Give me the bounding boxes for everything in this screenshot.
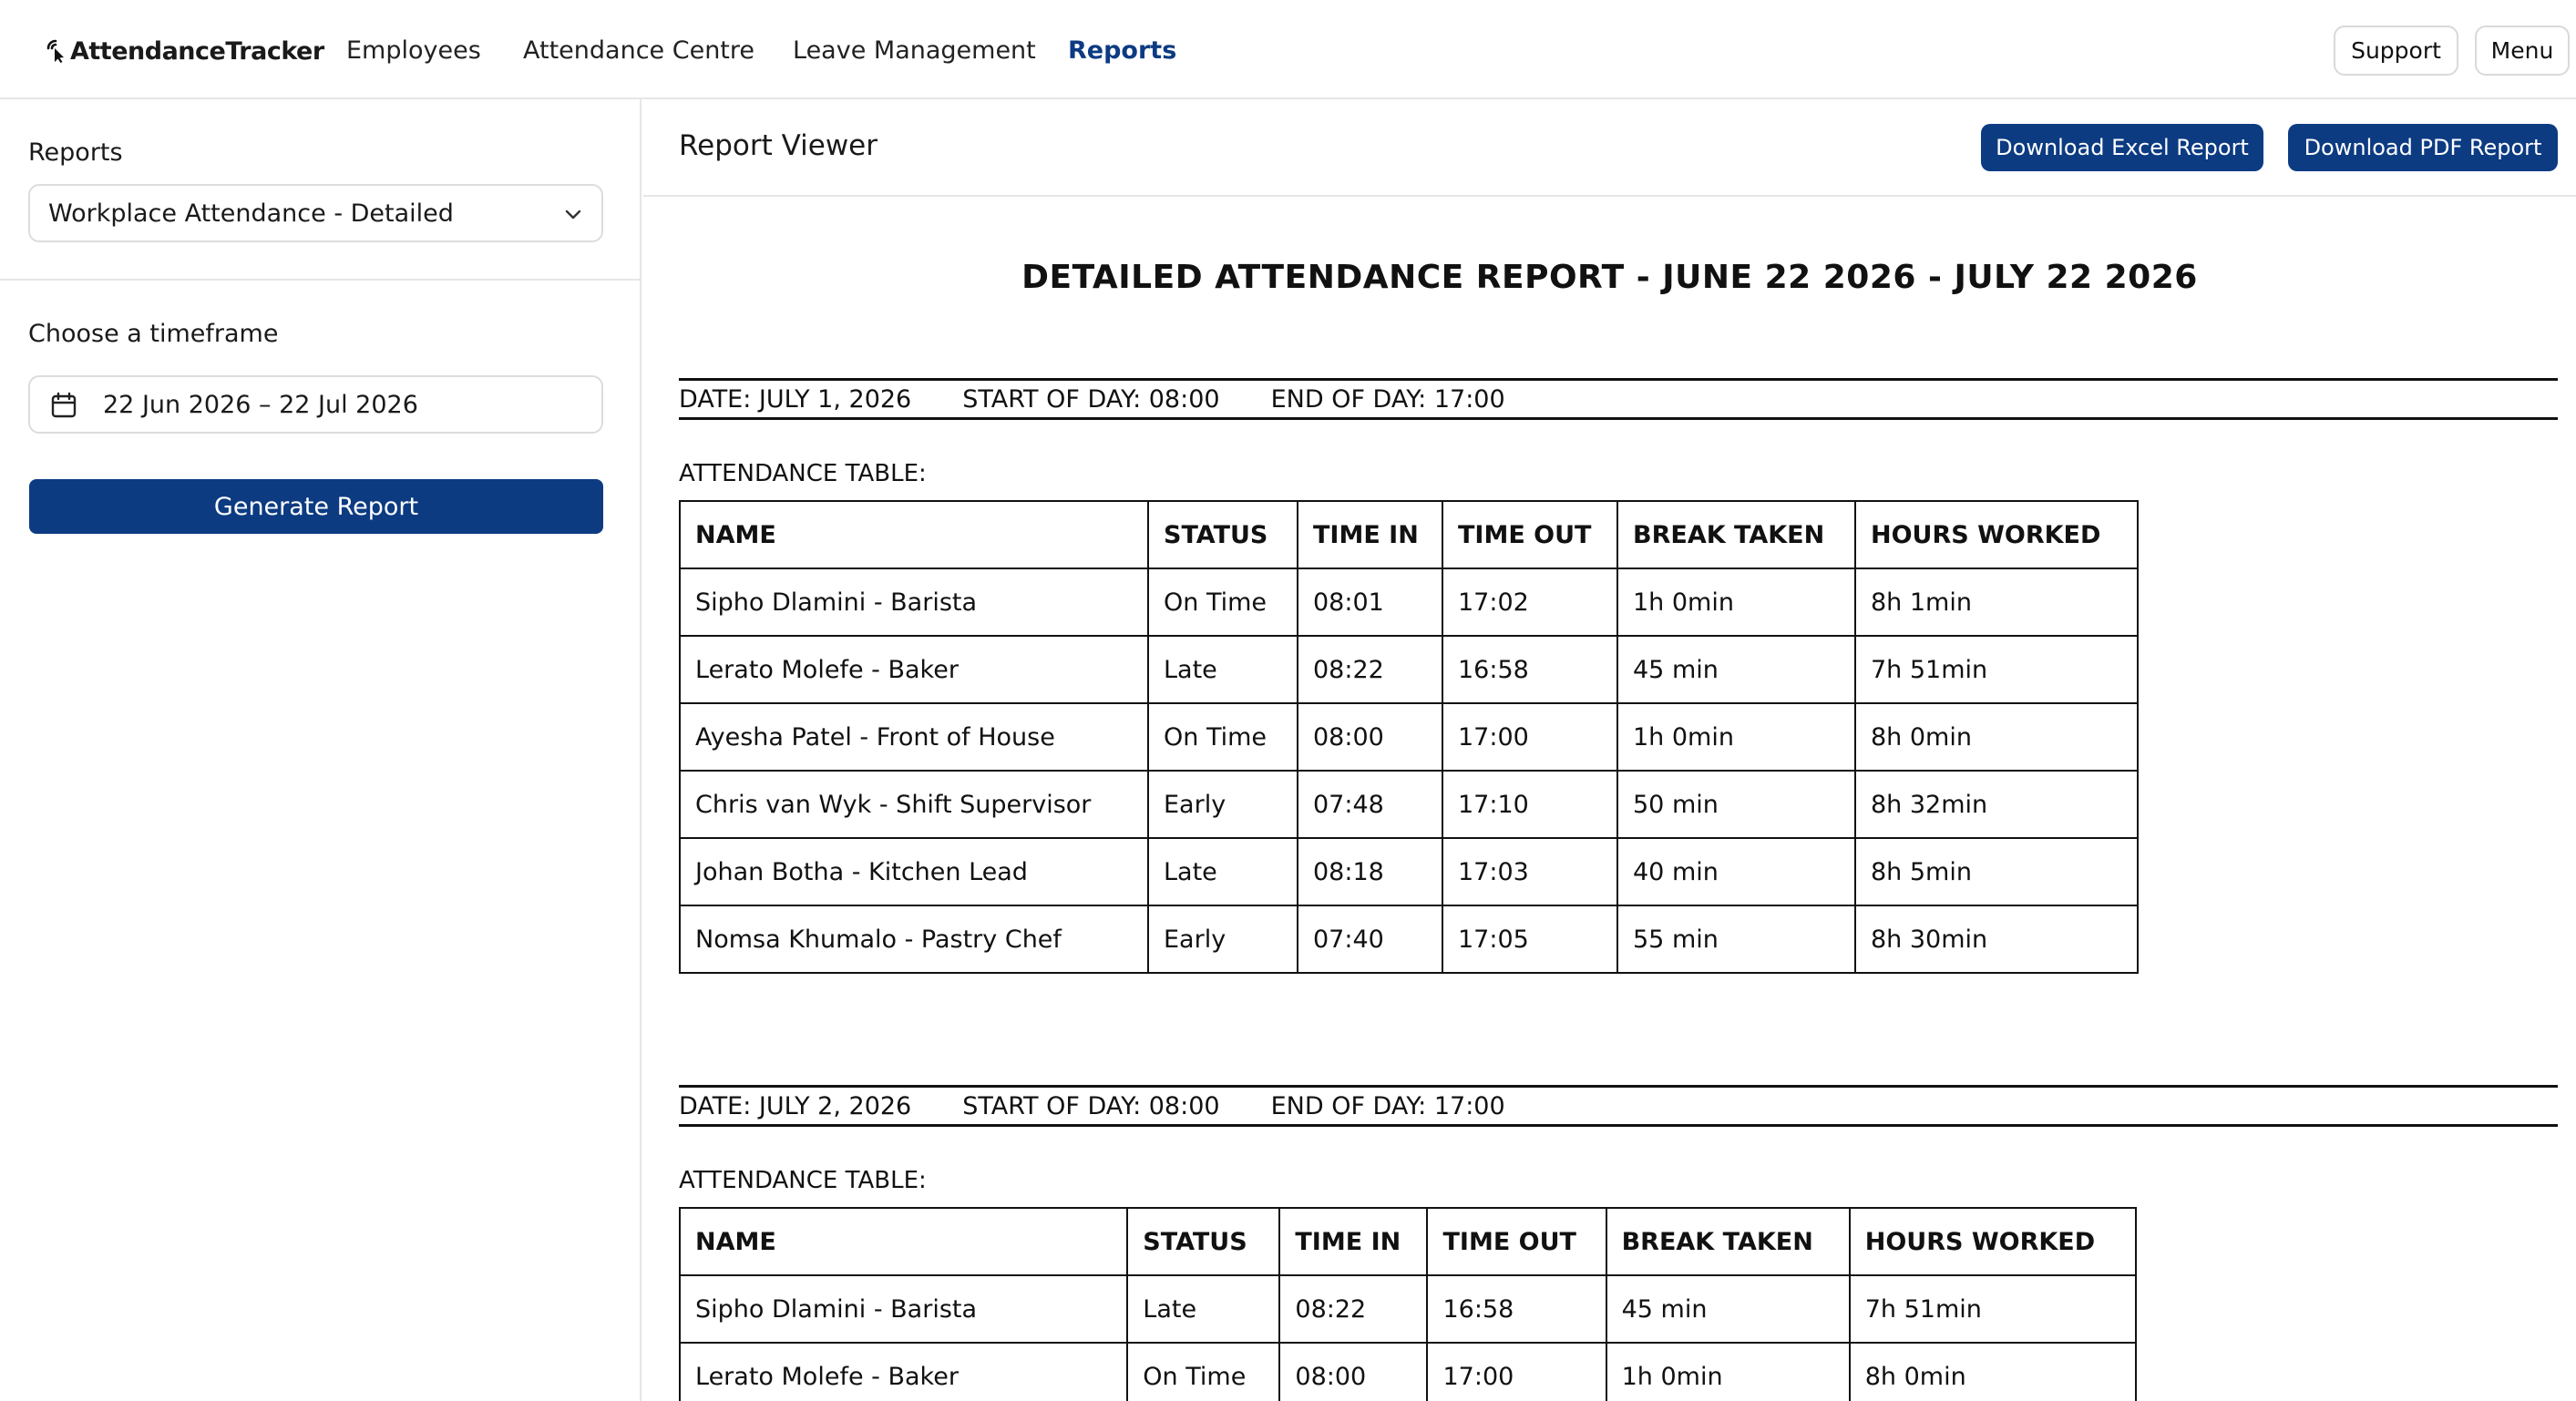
cell-time-out: 17:03 <box>1442 838 1617 905</box>
viewer-title: Report Viewer <box>679 129 877 162</box>
day-end: END OF DAY: 17:00 <box>1270 1091 1505 1120</box>
column-header-time-out: TIME OUT <box>1427 1208 1606 1275</box>
top-navigation-bar <box>0 0 2576 99</box>
cell-hours-worked: 8h 0min <box>1850 1343 2136 1401</box>
cursor-tap-icon <box>45 38 67 64</box>
cell-name: Lerato Molefe - Baker <box>680 636 1148 703</box>
cell-hours-worked: 7h 51min <box>1850 1275 2136 1343</box>
cell-hours-worked: 8h 0min <box>1855 703 2138 771</box>
nav-item-reports[interactable]: Reports <box>1068 36 1177 65</box>
cell-name: Johan Botha - Kitchen Lead <box>680 838 1148 905</box>
day-header <box>679 1085 2558 1127</box>
day-section <box>679 378 2558 974</box>
cell-name: Lerato Molefe - Baker <box>680 1343 1127 1401</box>
cell-hours-worked: 8h 1min <box>1855 568 2138 636</box>
attendance-table <box>679 1207 2137 1401</box>
day-date: DATE: JULY 2, 2026 <box>679 1091 912 1120</box>
download-excel-button[interactable]: Download Excel Report <box>1981 124 2263 171</box>
cell-name: Nomsa Khumalo - Pastry Chef <box>680 905 1148 973</box>
day-section <box>679 1085 2558 1401</box>
table-row <box>680 703 2138 771</box>
cell-break-taken: 1h 0min <box>1617 703 1855 771</box>
download-pdf-button[interactable]: Download PDF Report <box>2288 124 2558 171</box>
day-header <box>679 378 2558 420</box>
calendar-icon <box>50 392 77 419</box>
cell-time-in: 08:18 <box>1298 838 1442 905</box>
nav-item-leave-management[interactable]: Leave Management <box>793 36 1036 65</box>
report-viewer-panel <box>643 99 2576 1401</box>
cell-hours-worked: 8h 32min <box>1855 771 2138 838</box>
cell-time-in: 08:22 <box>1298 636 1442 703</box>
timeframe-date-range-input[interactable] <box>28 375 603 434</box>
column-header-name: NAME <box>680 1208 1127 1275</box>
cell-break-taken: 55 min <box>1617 905 1855 973</box>
attendance-table <box>679 500 2139 974</box>
column-header-hours-worked: HOURS WORKED <box>1850 1208 2136 1275</box>
app-name: AttendanceTracker <box>70 36 324 66</box>
timeframe-label: Choose a timeframe <box>28 320 279 348</box>
cell-status: On Time <box>1148 568 1298 636</box>
table-row <box>680 636 2138 703</box>
table-row <box>680 1275 2136 1343</box>
generate-report-button[interactable]: Generate Report <box>29 479 603 534</box>
cell-time-in: 08:01 <box>1298 568 1442 636</box>
cell-hours-worked: 8h 30min <box>1855 905 2138 973</box>
cell-time-out: 17:05 <box>1442 905 1617 973</box>
day-start: START OF DAY: 08:00 <box>962 1091 1220 1120</box>
report-type-select[interactable] <box>28 184 603 242</box>
cell-break-taken: 1h 0min <box>1606 1343 1850 1401</box>
table-header-row <box>680 1208 2136 1275</box>
column-header-time-out: TIME OUT <box>1442 501 1617 568</box>
cell-time-in: 08:22 <box>1279 1275 1427 1343</box>
column-header-break-taken: BREAK TAKEN <box>1606 1208 1850 1275</box>
cell-status: Late <box>1127 1275 1279 1343</box>
cell-hours-worked: 8h 5min <box>1855 838 2138 905</box>
cell-break-taken: 40 min <box>1617 838 1855 905</box>
cell-break-taken: 45 min <box>1617 636 1855 703</box>
chevron-down-icon <box>563 204 583 224</box>
column-header-status: STATUS <box>1127 1208 1279 1275</box>
cell-break-taken: 1h 0min <box>1617 568 1855 636</box>
cell-status: On Time <box>1148 703 1298 771</box>
timeframe-value: 22 Jun 2026 – 22 Jul 2026 <box>103 390 418 419</box>
reports-label: Reports <box>28 138 123 167</box>
cell-time-in: 07:48 <box>1298 771 1442 838</box>
cell-name: Chris van Wyk - Shift Supervisor <box>680 771 1148 838</box>
column-header-break-taken: BREAK TAKEN <box>1617 501 1855 568</box>
cell-break-taken: 45 min <box>1606 1275 1850 1343</box>
cell-time-in: 08:00 <box>1279 1343 1427 1401</box>
day-date: DATE: JULY 1, 2026 <box>679 384 912 414</box>
menu-button[interactable]: Menu <box>2475 26 2570 76</box>
viewer-header <box>643 99 2576 197</box>
cell-time-out: 17:00 <box>1442 703 1617 771</box>
column-header-time-in: TIME IN <box>1279 1208 1427 1275</box>
column-header-hours-worked: HOURS WORKED <box>1855 501 2138 568</box>
column-header-status: STATUS <box>1148 501 1298 568</box>
report-type-value: Workplace Attendance - Detailed <box>48 199 454 228</box>
cell-status: Early <box>1148 771 1298 838</box>
table-row <box>680 771 2138 838</box>
cell-status: On Time <box>1127 1343 1279 1401</box>
nav-item-employees[interactable]: Employees <box>346 36 481 65</box>
table-row <box>680 905 2138 973</box>
cell-status: Early <box>1148 905 1298 973</box>
cell-name: Ayesha Patel - Front of House <box>680 703 1148 771</box>
table-row <box>680 1343 2136 1401</box>
cell-name: Sipho Dlamini - Barista <box>680 568 1148 636</box>
cell-status: Late <box>1148 838 1298 905</box>
table-row <box>680 838 2138 905</box>
cell-time-in: 07:40 <box>1298 905 1442 973</box>
cell-time-out: 17:02 <box>1442 568 1617 636</box>
cell-time-out: 16:58 <box>1427 1275 1606 1343</box>
cell-time-in: 08:00 <box>1298 703 1442 771</box>
attendance-table-label: ATTENDANCE TABLE: <box>679 460 927 487</box>
cell-break-taken: 50 min <box>1617 771 1855 838</box>
sidebar-divider <box>0 279 640 281</box>
column-header-name: NAME <box>680 501 1148 568</box>
column-header-time-in: TIME IN <box>1298 501 1442 568</box>
support-button[interactable]: Support <box>2334 26 2458 76</box>
report-title: DETAILED ATTENDANCE REPORT - JUNE 22 2026 - JULY 22 2026 <box>1021 259 2198 296</box>
cell-name: Sipho Dlamini - Barista <box>680 1275 1127 1343</box>
table-header-row <box>680 501 2138 568</box>
cell-status: Late <box>1148 636 1298 703</box>
sidebar <box>0 99 641 1401</box>
app-logo[interactable] <box>45 35 324 67</box>
attendance-table-label: ATTENDANCE TABLE: <box>679 1167 927 1194</box>
nav-item-attendance-centre[interactable]: Attendance Centre <box>523 36 755 65</box>
cell-time-out: 16:58 <box>1442 636 1617 703</box>
cell-hours-worked: 7h 51min <box>1855 636 2138 703</box>
day-end: END OF DAY: 17:00 <box>1270 384 1505 414</box>
table-row <box>680 568 2138 636</box>
cell-time-out: 17:10 <box>1442 771 1617 838</box>
day-start: START OF DAY: 08:00 <box>962 384 1220 414</box>
cell-time-out: 17:00 <box>1427 1343 1606 1401</box>
